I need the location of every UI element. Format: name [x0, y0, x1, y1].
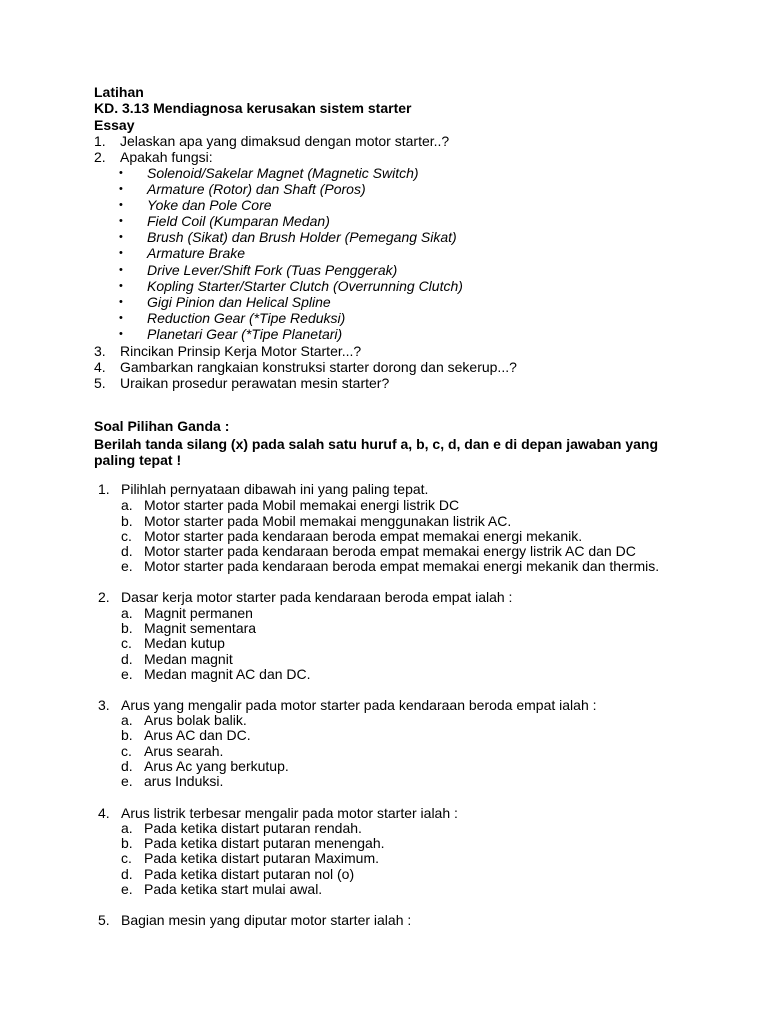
mc-option-letter: e.: [121, 881, 133, 897]
mc-instruction-line-1: Berilah tanda silang (x) pada salah satu huruf a, b, c, d, dan e di depan jawaban yang: [94, 436, 659, 452]
essay-question-text: Jelaskan apa yang dimaksud dengan motor starter..?: [120, 133, 450, 149]
mc-heading: Soal Pilihan Ganda :: [94, 418, 230, 434]
kd-heading: KD. 3.13 Mendiagnosa kerusakan sistem starter: [94, 100, 412, 116]
bullet-text: Armature Brake: [147, 245, 246, 261]
bullet-icon: •: [119, 312, 123, 324]
bullet-text: Gigi Pinion dan Helical Spline: [147, 294, 331, 310]
bullet-icon: •: [119, 296, 123, 308]
mc-option-letter: b.: [121, 727, 133, 743]
mc-option-text: Pada ketika distart putaran Maximum.: [144, 850, 379, 866]
bullet-icon: •: [119, 280, 123, 292]
bullet-icon: •: [119, 215, 123, 227]
mc-option-letter: d.: [121, 758, 133, 774]
bullet-text: Brush (Sikat) dan Brush Holder (Pemegang Sikat): [147, 229, 457, 245]
mc-question-text: Bagian mesin yang diputar motor starter ialah :: [121, 912, 412, 928]
mc-question-number: 2.: [98, 589, 110, 605]
mc-question-text: Arus yang mengalir pada motor starter pada kendaraan beroda empat ialah :: [121, 697, 597, 713]
essay-question-text: Rincikan Prinsip Kerja Motor Starter...?: [120, 343, 362, 359]
mc-option-text: Pada ketika distart putaran nol (o): [144, 866, 355, 882]
essay-question-number: 3.: [94, 343, 106, 359]
mc-option-text: Motor starter pada kendaraan beroda empat memakai energy listrik AC dan DC: [144, 543, 636, 559]
bullet-text: Reduction Gear (*Tipe Reduksi): [147, 310, 346, 326]
mc-option-letter: a.: [121, 820, 133, 836]
mc-option-text: Arus searah.: [144, 743, 224, 759]
mc-option-letter: d.: [121, 651, 133, 667]
mc-option-text: Motor starter pada Mobil memakai energi listrik DC: [144, 497, 460, 513]
essay-question-text: Uraikan prosedur perawatan mesin starter?: [120, 375, 390, 391]
essay-question-number: 4.: [94, 359, 106, 375]
mc-option-letter: a.: [121, 605, 133, 621]
mc-question-text: Arus listrik terbesar mengalir pada motor starter ialah :: [121, 805, 458, 821]
mc-option-letter: b.: [121, 620, 133, 636]
mc-option-letter: e.: [121, 558, 133, 574]
mc-option-letter: a.: [121, 712, 133, 728]
bullet-text: Field Coil (Kumparan Medan): [147, 213, 330, 229]
mc-question-text: Dasar kerja motor starter pada kendaraan beroda empat ialah :: [121, 589, 513, 605]
essay-question-text: Apakah fungsi:: [120, 149, 213, 165]
mc-option-text: Pada ketika start mulai awal.: [144, 881, 323, 897]
mc-question-number: 3.: [98, 697, 110, 713]
bullet-icon: •: [119, 183, 123, 195]
mc-option-letter: a.: [121, 497, 133, 513]
mc-option-text: Motor starter pada kendaraan beroda empat memakai energi mekanik dan thermis.: [144, 558, 660, 574]
mc-option-text: Medan magnit: [144, 651, 233, 667]
mc-option-text: Magnit sementara: [144, 620, 257, 636]
mc-question-text: Pilihlah pernyataan dibawah ini yang paling tepat.: [121, 481, 429, 497]
mc-option-text: arus Induksi.: [144, 773, 224, 789]
bullet-text: Drive Lever/Shift Fork (Tuas Penggerak): [147, 262, 398, 278]
bullet-icon: •: [119, 199, 123, 211]
mc-option-letter: b.: [121, 513, 133, 529]
mc-option-letter: c.: [121, 528, 132, 544]
mc-option-letter: c.: [121, 635, 132, 651]
mc-option-letter: e.: [121, 773, 133, 789]
mc-option-text: Medan magnit AC dan DC.: [144, 666, 311, 682]
essay-heading: Essay: [94, 117, 135, 133]
mc-option-text: Arus Ac yang berkutup.: [144, 758, 289, 774]
mc-option-letter: c.: [121, 850, 132, 866]
bullet-icon: •: [119, 264, 123, 276]
essay-question-number: 5.: [94, 375, 106, 391]
mc-option-letter: e.: [121, 666, 133, 682]
mc-option-text: Magnit permanen: [144, 605, 253, 621]
mc-option-text: Pada ketika distart putaran rendah.: [144, 820, 362, 836]
mc-option-text: Medan kutup: [144, 635, 225, 651]
bullet-text: Kopling Starter/Starter Clutch (Overrunning Clutch): [147, 278, 463, 294]
bullet-text: Planetari Gear (*Tipe Planetari): [147, 326, 343, 342]
bullet-text: Solenoid/Sakelar Magnet (Magnetic Switch): [147, 165, 419, 181]
mc-option-text: Arus AC dan DC.: [144, 727, 251, 743]
bullet-icon: •: [119, 231, 123, 243]
doc-title: Latihan: [94, 84, 144, 100]
bullet-icon: •: [119, 247, 123, 259]
bullet-text: Armature (Rotor) dan Shaft (Poros): [147, 181, 366, 197]
essay-question-number: 2.: [94, 149, 106, 165]
mc-option-letter: d.: [121, 543, 133, 559]
mc-question-number: 4.: [98, 805, 110, 821]
mc-option-letter: c.: [121, 743, 132, 759]
mc-option-text: Motor starter pada kendaraan beroda empat memakai energi mekanik.: [144, 528, 583, 544]
bullet-text: Yoke dan Pole Core: [147, 197, 272, 213]
bullet-icon: •: [119, 328, 123, 340]
bullet-icon: •: [119, 167, 123, 179]
mc-option-text: Pada ketika distart putaran menengah.: [144, 835, 385, 851]
mc-instruction-line-2: paling tepat !: [94, 452, 182, 468]
essay-question-text: Gambarkan rangkaian konstruksi starter dorong dan sekerup...?: [120, 359, 517, 375]
essay-question-number: 1.: [94, 133, 106, 149]
mc-option-letter: d.: [121, 866, 133, 882]
mc-option-text: Motor starter pada Mobil memakai menggunakan listrik AC.: [144, 513, 512, 529]
mc-option-text: Arus bolak balik.: [144, 712, 247, 728]
mc-question-number: 1.: [98, 481, 110, 497]
mc-option-letter: b.: [121, 835, 133, 851]
mc-question-number: 5.: [98, 912, 110, 928]
